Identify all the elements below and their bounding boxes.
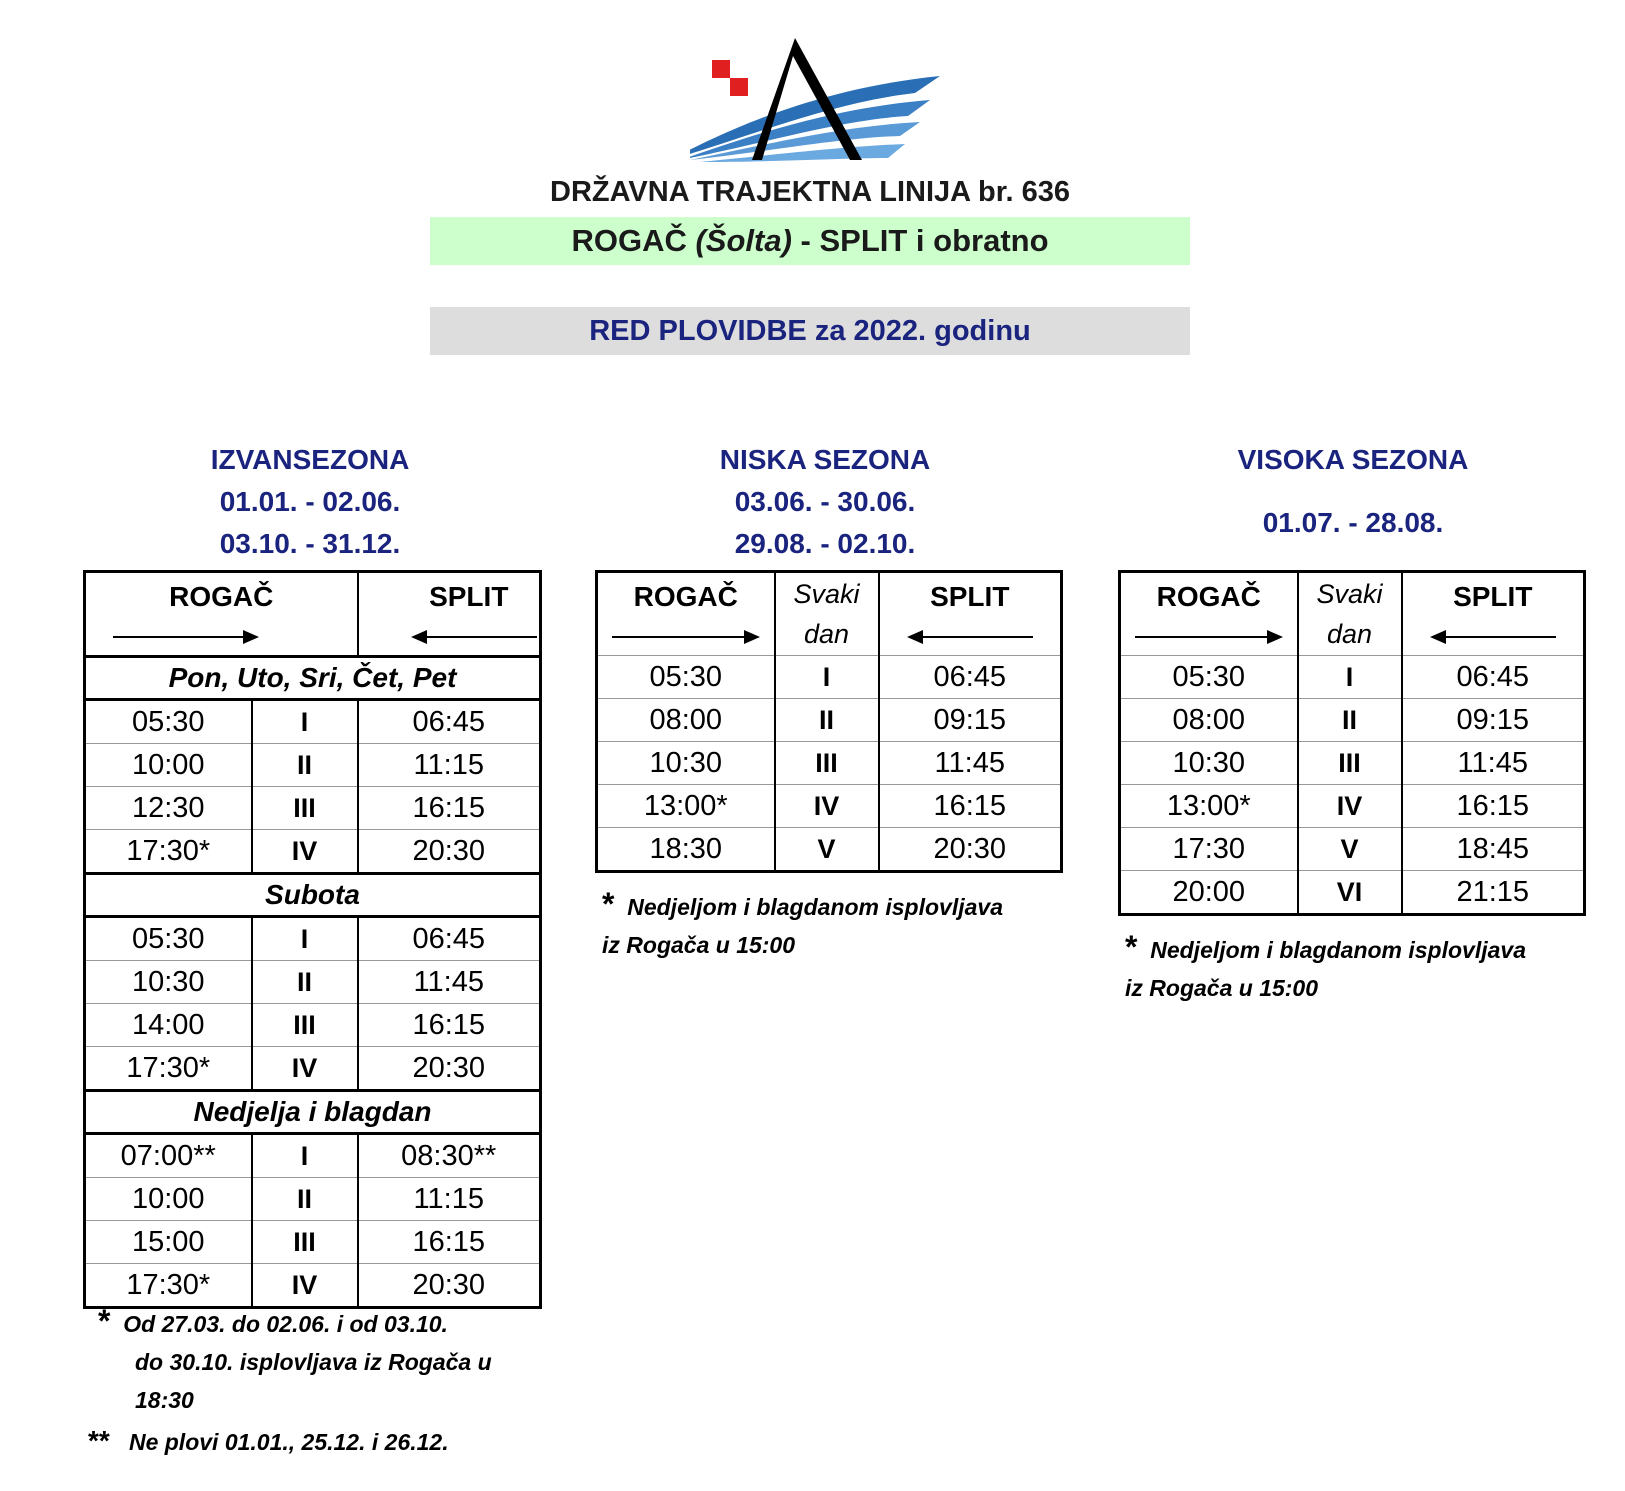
vis-col-rogac: ROGAČ bbox=[1156, 581, 1261, 612]
timetable-row bbox=[1120, 699, 1585, 742]
departure-split: 06:45 bbox=[358, 917, 541, 961]
timetable-row bbox=[85, 961, 541, 1004]
departure-rogac: 13:00* bbox=[1120, 785, 1298, 828]
run-number: I bbox=[775, 656, 879, 699]
departure-rogac: 10:00 bbox=[85, 744, 252, 787]
izvansezona-period-2: 03.10. - 31.12. bbox=[219, 528, 401, 559]
departure-rogac: 17:30* bbox=[85, 1264, 252, 1308]
run-number: I bbox=[252, 917, 358, 961]
nis-col-split: SPLIT bbox=[930, 581, 1010, 612]
run-number: IV bbox=[252, 830, 358, 874]
run-number: I bbox=[252, 1134, 358, 1178]
run-number: II bbox=[252, 1178, 358, 1221]
departure-split: 20:30 bbox=[358, 1264, 541, 1308]
line-title: DRŽAVNA TRAJEKTNA LINIJA br. 636 bbox=[550, 176, 1070, 208]
departure-split: 20:30 bbox=[358, 830, 541, 874]
route-origin: ROGAČ bbox=[571, 223, 687, 258]
route-destination: - SPLIT i obratno bbox=[800, 223, 1049, 258]
departure-rogac: 05:30 bbox=[1120, 656, 1298, 699]
izv-note1-line1: Od 27.03. do 02.06. i od 03.10. bbox=[123, 1311, 448, 1337]
logo-red-square-1 bbox=[712, 60, 730, 78]
nis-note-line1: Nedjeljom i blagdanom isplovljava bbox=[627, 894, 1003, 920]
departure-split: 21:15 bbox=[1402, 871, 1585, 915]
departure-rogac: 10:30 bbox=[1120, 742, 1298, 785]
arrow-right-icon bbox=[610, 629, 762, 645]
timetable-row bbox=[1120, 656, 1585, 699]
departure-split: 06:45 bbox=[358, 700, 541, 744]
izv-col-split: SPLIT bbox=[429, 581, 509, 612]
timetable-row bbox=[85, 1178, 541, 1221]
visoka-name: VISOKA SEZONA bbox=[1237, 444, 1469, 475]
departure-split: 16:15 bbox=[358, 787, 541, 830]
izvansezona-header bbox=[100, 439, 520, 565]
izv-sunday-label: Nedjelja i blagdan bbox=[85, 1091, 541, 1134]
izv-saturday-label: Subota bbox=[85, 874, 541, 917]
departure-split: 06:45 bbox=[1402, 656, 1585, 699]
timetable-row bbox=[597, 742, 1062, 785]
izv-col-rogac: ROGAČ bbox=[169, 581, 274, 612]
timetable-row bbox=[597, 699, 1062, 742]
izvansezona-note-2 bbox=[88, 1422, 548, 1461]
arrow-right-icon bbox=[1133, 629, 1285, 645]
timetable-row bbox=[597, 785, 1062, 828]
timetable-row bbox=[85, 1004, 541, 1047]
timetable-row bbox=[597, 656, 1062, 699]
nis-header-split bbox=[879, 572, 1062, 656]
izvansezona-period-1: 01.01. - 02.06. bbox=[219, 486, 401, 517]
departure-rogac: 05:30 bbox=[597, 656, 775, 699]
run-number: IV bbox=[775, 785, 879, 828]
route-banner bbox=[430, 217, 1190, 265]
departure-split: 20:30 bbox=[879, 828, 1062, 872]
departure-split: 08:30** bbox=[358, 1134, 541, 1178]
nis-header-every-day bbox=[775, 572, 879, 656]
nis-header-rogac bbox=[597, 572, 775, 656]
izvansezona-note-1 bbox=[98, 1302, 538, 1419]
izv-note1-line2: do 30.10. isplovljava iz Rogača u bbox=[135, 1349, 492, 1375]
departure-split: 16:15 bbox=[358, 1221, 541, 1264]
departure-split: 16:15 bbox=[358, 1004, 541, 1047]
timetable-row bbox=[85, 700, 541, 744]
run-number: VI bbox=[1298, 871, 1402, 915]
vis-note-line2: iz Rogača u 15:00 bbox=[1125, 975, 1319, 1001]
niska-timetable bbox=[595, 570, 1063, 873]
visoka-timetable bbox=[1118, 570, 1586, 916]
departure-split: 16:15 bbox=[879, 785, 1062, 828]
note-asterisk: * bbox=[1125, 929, 1138, 965]
departure-split: 11:15 bbox=[358, 1178, 541, 1221]
niska-name: NISKA SEZONA bbox=[719, 444, 931, 475]
departure-rogac: 08:00 bbox=[597, 699, 775, 742]
timetable-row bbox=[85, 1047, 541, 1091]
departure-rogac: 13:00* bbox=[597, 785, 775, 828]
timetable-row bbox=[85, 917, 541, 961]
ferry-logo bbox=[690, 38, 990, 170]
vis-col-dan: dan bbox=[1326, 619, 1373, 649]
timetable-row bbox=[1120, 871, 1585, 915]
departure-split: 11:45 bbox=[1402, 742, 1585, 785]
vis-header-rogac bbox=[1120, 572, 1298, 656]
visoka-note bbox=[1125, 928, 1595, 1007]
visoka-header bbox=[1143, 439, 1563, 544]
visoka-period: 01.07. - 28.08. bbox=[1262, 507, 1444, 538]
timetable-row bbox=[1120, 828, 1585, 871]
logo-red-square-2 bbox=[730, 78, 748, 96]
nis-col-dan: dan bbox=[803, 619, 850, 649]
vis-col-svaki: Svaki bbox=[1316, 579, 1383, 609]
run-number: IV bbox=[252, 1047, 358, 1091]
departure-split: 11:45 bbox=[879, 742, 1062, 785]
arrow-left-icon bbox=[1428, 629, 1558, 645]
izvansezona-name: IZVANSEZONA bbox=[210, 444, 410, 475]
izv-header-rogac bbox=[85, 572, 358, 657]
departure-rogac: 20:00 bbox=[1120, 871, 1298, 915]
nis-col-svaki: Svaki bbox=[793, 579, 860, 609]
niska-period-2: 29.08. - 02.10. bbox=[734, 528, 916, 559]
vis-note-line1: Nedjeljom i blagdanom isplovljava bbox=[1150, 937, 1526, 963]
vis-header-every-day bbox=[1298, 572, 1402, 656]
departure-rogac: 08:00 bbox=[1120, 699, 1298, 742]
run-number: III bbox=[252, 787, 358, 830]
departure-split: 11:15 bbox=[358, 744, 541, 787]
vis-header-split bbox=[1402, 572, 1585, 656]
departure-rogac: 18:30 bbox=[597, 828, 775, 872]
timetable-row bbox=[1120, 742, 1585, 785]
arrow-left-icon bbox=[409, 629, 539, 645]
timetable-row bbox=[597, 828, 1062, 872]
timetable-row bbox=[85, 744, 541, 787]
run-number: IV bbox=[1298, 785, 1402, 828]
note-double-asterisk: ** bbox=[88, 1425, 110, 1456]
departure-rogac: 05:30 bbox=[85, 917, 252, 961]
departure-split: 09:15 bbox=[879, 699, 1062, 742]
departure-split: 16:15 bbox=[1402, 785, 1585, 828]
izv-header-split bbox=[358, 572, 541, 657]
nis-note-line2: iz Rogača u 15:00 bbox=[602, 932, 796, 958]
run-number: II bbox=[1298, 699, 1402, 742]
departure-split: 09:15 bbox=[1402, 699, 1585, 742]
run-number: V bbox=[1298, 828, 1402, 871]
run-number: III bbox=[775, 742, 879, 785]
izv-note2-text: Ne plovi 01.01., 25.12. i 26.12. bbox=[128, 1429, 449, 1455]
izv-note1-line3: 18:30 bbox=[135, 1387, 194, 1413]
schedule-title: RED PLOVIDBE za 2022. godinu bbox=[430, 307, 1190, 355]
izv-weekday-label: Pon, Uto, Sri, Čet, Pet bbox=[85, 657, 541, 700]
timetable-row bbox=[85, 1264, 541, 1308]
departure-rogac: 17:30* bbox=[85, 1047, 252, 1091]
departure-rogac: 07:00** bbox=[85, 1134, 252, 1178]
departure-rogac: 10:00 bbox=[85, 1178, 252, 1221]
run-number: III bbox=[1298, 742, 1402, 785]
timetable-row bbox=[1120, 785, 1585, 828]
arrow-left-icon bbox=[905, 629, 1035, 645]
niska-note bbox=[602, 885, 1062, 964]
izvansezona-timetable bbox=[83, 570, 542, 1309]
departure-rogac: 17:30 bbox=[1120, 828, 1298, 871]
departure-rogac: 14:00 bbox=[85, 1004, 252, 1047]
niska-header bbox=[615, 439, 1035, 565]
run-number: II bbox=[252, 961, 358, 1004]
timetable-row bbox=[85, 830, 541, 874]
logo-white-square bbox=[730, 60, 748, 78]
departure-rogac: 05:30 bbox=[85, 700, 252, 744]
departure-split: 06:45 bbox=[879, 656, 1062, 699]
run-number: V bbox=[775, 828, 879, 872]
run-number: I bbox=[1298, 656, 1402, 699]
niska-period-1: 03.06. - 30.06. bbox=[734, 486, 916, 517]
arrow-right-icon bbox=[111, 629, 261, 645]
run-number: II bbox=[775, 699, 879, 742]
route-island: (Šolta) bbox=[695, 223, 792, 258]
run-number: III bbox=[252, 1221, 358, 1264]
run-number: I bbox=[252, 700, 358, 744]
run-number: II bbox=[252, 744, 358, 787]
timetable-row bbox=[85, 1221, 541, 1264]
departure-split: 11:45 bbox=[358, 961, 541, 1004]
run-number: IV bbox=[252, 1264, 358, 1308]
timetable-row bbox=[85, 1134, 541, 1178]
departure-split: 18:45 bbox=[1402, 828, 1585, 871]
timetable-row bbox=[85, 787, 541, 830]
nis-col-rogac: ROGAČ bbox=[633, 581, 738, 612]
vis-col-split: SPLIT bbox=[1453, 581, 1533, 612]
note-asterisk: * bbox=[602, 886, 615, 922]
departure-rogac: 10:30 bbox=[597, 742, 775, 785]
run-number: III bbox=[252, 1004, 358, 1047]
departure-rogac: 15:00 bbox=[85, 1221, 252, 1264]
departure-rogac: 17:30* bbox=[85, 830, 252, 874]
departure-split: 20:30 bbox=[358, 1047, 541, 1091]
departure-rogac: 12:30 bbox=[85, 787, 252, 830]
departure-rogac: 10:30 bbox=[85, 961, 252, 1004]
note-asterisk: * bbox=[98, 1303, 111, 1339]
